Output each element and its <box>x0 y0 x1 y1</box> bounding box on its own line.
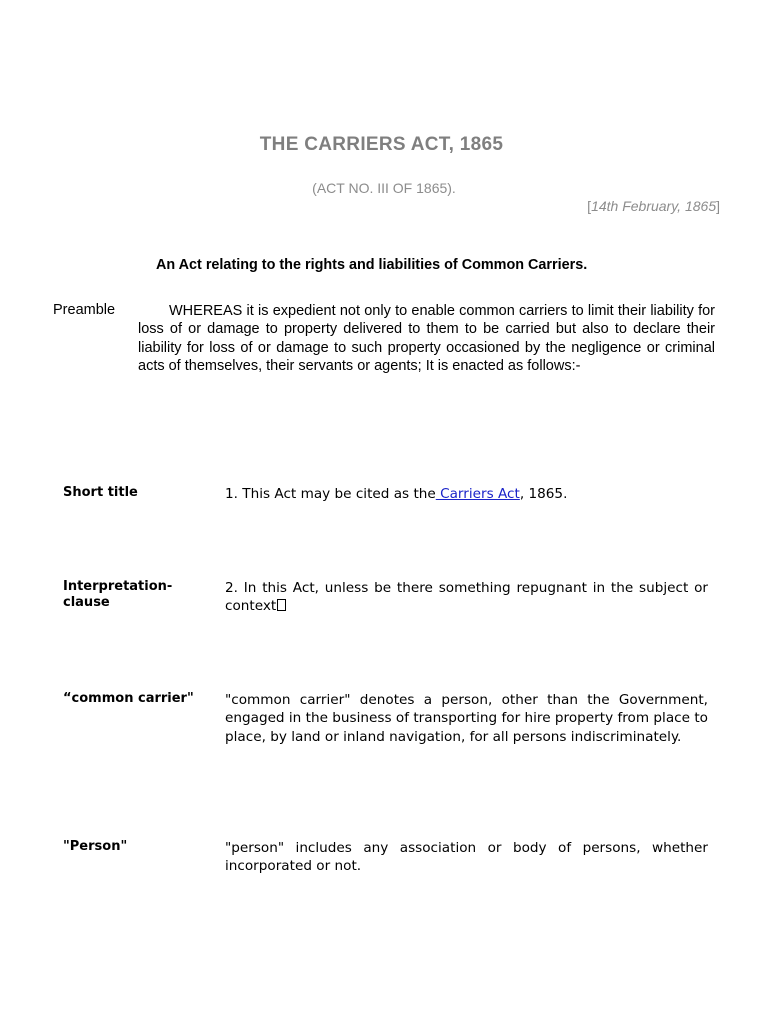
long-title: An Act relating to the rights and liabilities of Common Carriers. <box>156 257 588 273</box>
section-1-text-before: 1. This Act may be cited as the <box>225 486 436 502</box>
act-number: (ACT NO. III OF 1865). <box>312 180 456 196</box>
side-note-interpretation: Interpretation-clause <box>63 579 173 610</box>
missing-glyph-box-icon <box>277 599 286 611</box>
side-note-person: "Person" <box>63 839 128 854</box>
definition-common-carrier: "common carrier" denotes a person, other than the Government, engaged in the business of transporting for hire property from place to place, by land or inland navigation, for all persons indiscriminately. <box>225 692 708 745</box>
section-2-body: 2. In this Act, unless be there something repugnant in the subject or context <box>225 580 708 615</box>
section-2-text <box>225 579 708 616</box>
act-date <box>587 198 720 214</box>
section-1-text <box>225 485 708 503</box>
definition-person: "person" includes any association or body of persons, whether incorporated or not. <box>225 840 708 875</box>
side-note-short-title: Short title <box>63 485 138 500</box>
side-note-common-carrier: “common carrier" <box>63 691 194 706</box>
section-1-text-after: , 1865. <box>519 486 568 502</box>
carriers-act-link[interactable]: Carriers Act <box>435 486 520 502</box>
date-text: 14th February, 1865 <box>591 198 717 214</box>
act-title: THE CARRIERS ACT, 1865 <box>259 134 504 155</box>
preamble-label: Preamble <box>53 302 116 318</box>
preamble-body: WHEREAS it is expedient not only to enable common carriers to limit their liability for loss of or damage to property delivered to them to be carried but also to declare their liability for loss of or damage to such property occasioned by the negligence or criminal acts of themselves, their servants or agents; It is enacted as follows:- <box>138 303 715 374</box>
date-open-bracket: [ <box>587 198 592 214</box>
preamble-text <box>138 302 715 375</box>
date-close-bracket: ] <box>716 198 720 214</box>
